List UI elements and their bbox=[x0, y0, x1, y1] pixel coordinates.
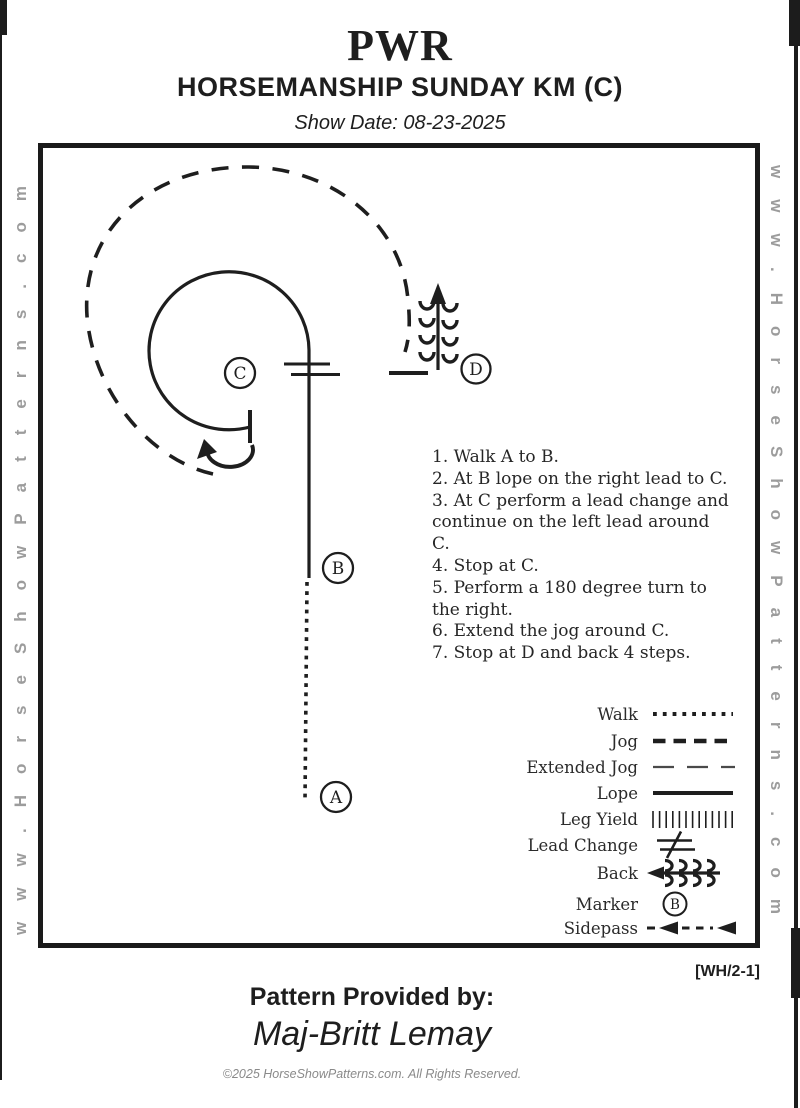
instruction-step: 4. Stop at C. bbox=[432, 555, 539, 576]
back-symbol-icon bbox=[645, 858, 741, 888]
svg-text:B: B bbox=[670, 897, 680, 913]
pattern-code: [WH/2-1] bbox=[695, 963, 760, 980]
turn-180-arc bbox=[207, 445, 253, 467]
instructions-list bbox=[432, 447, 732, 665]
marker-b bbox=[323, 553, 353, 583]
instruction-step: 5. Perform a 180 degree turn to the right. bbox=[432, 577, 707, 620]
instruction-step: 3. At C perform a lead change and continue on the left lead around C. bbox=[432, 490, 729, 555]
legend-label: Extended Jog bbox=[526, 757, 638, 777]
legend-label: Walk bbox=[597, 704, 638, 724]
copyright-line: ©2025 HorseShowPatterns.com. All Rights Reserved. bbox=[222, 1067, 522, 1081]
instruction-step: 1. Walk A to B. bbox=[432, 447, 559, 467]
provided-by-label: Pattern Provided by: bbox=[249, 983, 495, 1011]
page-edge-right-top bbox=[789, 0, 800, 46]
instruction-step: 7. Stop at D and back 4 steps. bbox=[432, 643, 691, 664]
legend-label: Leg Yield bbox=[559, 809, 638, 829]
sidepass-symbol-icon bbox=[645, 913, 741, 943]
marker-c bbox=[225, 358, 255, 388]
lope-path bbox=[149, 272, 309, 578]
back-symbol-d bbox=[420, 283, 457, 370]
class-title: HORSEMANSHIP SUNDAY KM (C) bbox=[176, 72, 624, 102]
svg-text:D: D bbox=[469, 360, 483, 380]
legend-label: Lope bbox=[596, 783, 638, 803]
walk-path bbox=[305, 582, 307, 801]
page-edge-left-line bbox=[0, 0, 2, 1080]
marker-a bbox=[321, 782, 351, 812]
lead-change-symbol-icon bbox=[645, 830, 741, 860]
legend-row-sidepass bbox=[378, 913, 744, 943]
show-date: Show Date: 08-23-2025 bbox=[294, 112, 506, 134]
legend-label: Lead Change bbox=[527, 835, 638, 855]
legend-label: Back bbox=[596, 863, 638, 883]
svg-text:A: A bbox=[329, 788, 343, 808]
watermark-right: www.HorseShowPatterns.com bbox=[767, 165, 786, 935]
instruction-step: 6. Extend the jog around C. bbox=[432, 621, 670, 642]
provided-by-name: Maj-Britt Lemay bbox=[252, 1015, 492, 1053]
marker-d bbox=[462, 355, 491, 384]
legend-row-back bbox=[378, 858, 744, 888]
watermark-left: www.HorseShowPatterns.com bbox=[11, 165, 30, 935]
page-title: PWR bbox=[347, 21, 453, 70]
lead-change-mark bbox=[284, 364, 340, 375]
instruction-step: 2. At B lope on the right lead to C. bbox=[432, 468, 728, 489]
legend-label: Jog bbox=[610, 731, 638, 751]
legend-row-lead-change bbox=[378, 830, 744, 860]
walk-dotted-line-icon bbox=[645, 699, 741, 729]
page-edge-left-top bbox=[0, 0, 7, 35]
svg-text:B: B bbox=[331, 559, 345, 579]
legend-label: Sidepass bbox=[563, 918, 638, 938]
page-edge-right-mid bbox=[791, 928, 800, 998]
svg-text:C: C bbox=[233, 364, 247, 384]
legend-row-walk bbox=[378, 699, 744, 729]
legend-label: Marker bbox=[575, 894, 638, 914]
